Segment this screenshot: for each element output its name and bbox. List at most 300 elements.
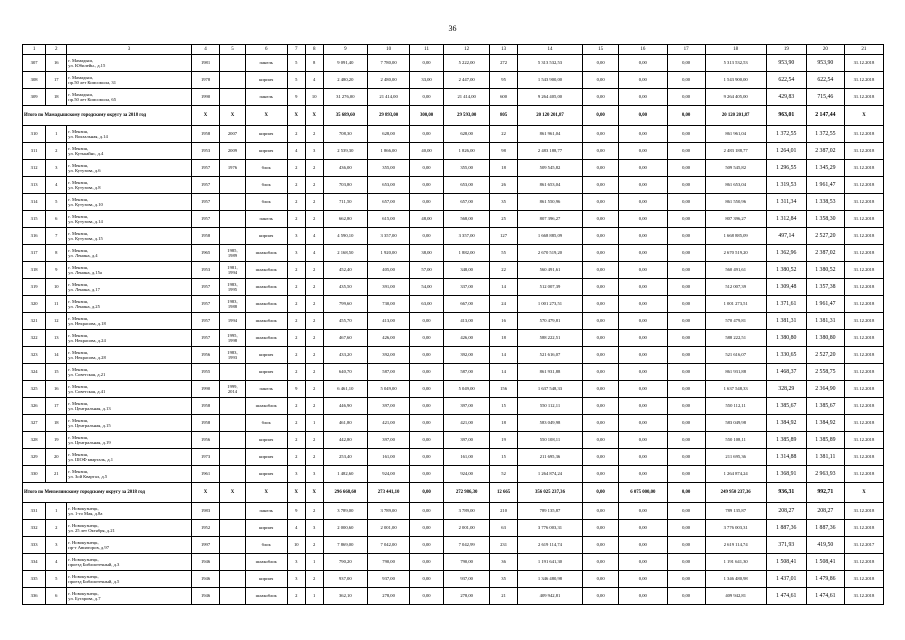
table-cell: 31 276,00 [323,89,367,106]
table-cell: 1955 [191,364,219,381]
table-cell: 0,00 [410,449,444,466]
table-cell: кирпич [245,432,287,449]
table-cell: 0,00 [410,466,444,483]
address-cell: г. Мензия, ул. Зой Квартал, д.5 [67,466,192,483]
table-cell: 48,00 [410,211,444,228]
table-cell: 2 [305,126,323,143]
address-cell: г. Новокузнецк, ул. 1-го Мая, д.8а [67,503,192,520]
table-cell: 0,00 [583,398,619,415]
table-cell: 2 [305,330,323,347]
table-cell: 1 508,41 [766,554,806,571]
table-cell: 317 [23,245,46,262]
address-cell: г. Мензия, ул. Кутузова, д.15 [67,228,192,245]
table-cell: 583 049,98 [705,415,766,432]
table-cell: 730,00 [367,296,409,313]
table-cell: 328 [23,432,46,449]
table-cell: 789 135,87 [517,503,582,520]
table-cell: 703,80 [323,177,367,194]
table-cell: 14 [490,347,517,364]
table-cell: 1946 [191,588,219,605]
table-cell: 0,00 [667,330,705,347]
table-cell: 667,00 [443,296,489,313]
table-cell: 9 [287,89,305,106]
table-cell: 461,80 [323,415,367,432]
table-cell: 2 [305,262,323,279]
table-cell: 57,00 [410,262,444,279]
table-cell: 0,00 [410,398,444,415]
table-cell: 0,00 [619,211,668,228]
table-cell: 31.12.2018 [844,588,883,605]
table-cell: 156 [490,381,517,398]
table-cell: 10 [46,279,67,296]
table-cell: 4 [287,143,305,160]
table-cell [220,415,245,432]
table-cell: 550 108,11 [705,432,766,449]
column-number-cell: 20 [806,45,844,55]
table-cell: 331 [23,503,46,520]
table-cell: 36 [490,554,517,571]
table-cell: 0,00 [667,245,705,262]
table-cell: 1 001 273,51 [517,296,582,313]
total-cell: X [305,106,323,126]
table-cell: 0,00 [619,449,668,466]
column-number-cell: 3 [67,45,192,55]
table-cell: 14 [490,279,517,296]
table-cell: 0,00 [410,347,444,364]
table-cell: 2 670 519,20 [705,245,766,262]
table-cell: 953,90 [806,55,844,72]
table-row [23,520,884,537]
table-cell: 2 [305,296,323,313]
table-cell: 2 [287,262,305,279]
table-cell: блок [245,160,287,177]
table-cell [220,89,245,106]
table-cell [220,432,245,449]
table-cell: 1 381,31 [766,313,806,330]
table-cell: 54,00 [410,279,444,296]
table-cell: 521 616,07 [705,347,766,364]
table-cell: 1 346 480,98 [517,571,582,588]
table-cell: 0,00 [410,415,444,432]
table-cell: 455,70 [323,313,367,330]
table-cell: 2 [46,520,67,537]
table-cell: 1956 [191,432,219,449]
table-cell: 0,00 [667,466,705,483]
table-cell: 653,00 [367,177,409,194]
table-cell: 15 [490,449,517,466]
table-cell: 316 [23,228,46,245]
table-cell: 0,00 [619,503,668,520]
table-cell: 0,00 [667,313,705,330]
table-cell: 924,00 [443,466,489,483]
table-cell: 3 357,00 [367,228,409,245]
table-cell: 14 [490,364,517,381]
table-cell: 789 135,87 [705,503,766,520]
table-cell: 0,00 [619,364,668,381]
table-cell: 1 346 480,98 [705,571,766,588]
table-cell: 1 372,55 [766,126,806,143]
column-number-cell: 21 [844,45,883,55]
table-cell: 1 437,01 [766,571,806,588]
table-cell: 17 [46,398,67,415]
table-cell [220,449,245,466]
table-cell [220,398,245,415]
table-cell [220,177,245,194]
table-cell: 861 931,88 [517,364,582,381]
table-row [23,160,884,177]
table-cell [220,72,245,89]
table-cell: 1 368,91 [766,466,806,483]
column-number-cell: 7 [287,45,305,55]
table-cell: 31.12.2017 [844,537,883,554]
table-cell: 22 [490,262,517,279]
address-cell: г. Мензия, ул. Центральная, д.19 [67,432,192,449]
total-cell: 273 441,10 [367,483,409,503]
table-cell: 371,93 [766,537,806,554]
table-row [23,296,884,313]
table-cell: 7 [46,228,67,245]
table-cell [220,466,245,483]
table-cell: 0,00 [410,55,444,72]
table-cell: 336 [23,588,46,605]
table-cell [220,537,245,554]
table-row [23,571,884,588]
table-cell: 1983 [191,503,219,520]
table-cell: 560 491,61 [705,262,766,279]
table-cell: 31.12.2018 [844,262,883,279]
table-cell: 708,30 [323,126,367,143]
table-cell: 2 670 519,20 [517,245,582,262]
table-cell: 323 [23,347,46,364]
table-cell: 0,00 [410,160,444,177]
table-cell: 861 931,88 [705,364,766,381]
table-cell: 421,00 [367,415,409,432]
table-cell: 10 [287,537,305,554]
table-cell: 497,14 [766,228,806,245]
table-cell: 0,00 [583,313,619,330]
table-cell: 790,20 [323,554,367,571]
table-cell: 21 [490,588,517,605]
table-cell: 0,00 [619,415,668,432]
table-cell: 0,00 [410,364,444,381]
table-cell: 0,00 [410,537,444,554]
table-cell: 512 007,39 [705,279,766,296]
total-cell: 936,31 [766,483,806,503]
table-cell: 1 882,00 [443,245,489,262]
table-cell: 861 550,96 [705,194,766,211]
table-cell: 1 338,53 [806,194,844,211]
table-cell: 436,00 [323,160,367,177]
total-cell: 0,00 [667,106,705,126]
table-cell: 31.12.2018 [844,194,883,211]
table-cell: 861 961,04 [517,126,582,143]
address-cell: г. Мамадыш, пр.50 лет Комсомола, 31 [67,72,192,89]
total-cell: 296 668,60 [323,483,367,503]
table-cell: блок [245,194,287,211]
table-cell: 210 [490,503,517,520]
table-cell: 1 668 885,09 [705,228,766,245]
housing-register-table [22,44,884,605]
table-cell: 2 [287,347,305,364]
table-cell: 3 [287,466,305,483]
table-cell: 278,00 [443,588,489,605]
table-cell: 587,00 [367,364,409,381]
table-cell: блок [245,415,287,432]
table-cell: 1 [305,415,323,432]
table-cell: 1 381,11 [806,449,844,466]
table-cell: 7 042,99 [443,537,489,554]
table-cell: 2 [305,398,323,415]
total-cell: 992,71 [806,483,844,503]
table-cell: 1953 [191,143,219,160]
total-cell: X [287,106,305,126]
table-cell: 334 [23,554,46,571]
table-cell: 272 [490,55,517,72]
table-cell: 1 479,86 [806,571,844,588]
table-cell: 335 [23,571,46,588]
table-row [23,537,884,554]
table-cell: 1983, 1995 [220,279,245,296]
column-number-cell: 2 [46,45,67,55]
table-cell: 31.12.2018 [844,554,883,571]
table-cell: 2 527,20 [806,347,844,364]
table-row [23,554,884,571]
table-cell: 16 [46,381,67,398]
table-row [23,228,884,245]
table-cell: 653,00 [443,177,489,194]
table-cell: 0,00 [583,364,619,381]
table-cell: 2 [287,432,305,449]
table-cell: 2 [305,364,323,381]
table-row [23,194,884,211]
table-cell: 0,00 [667,381,705,398]
table-row [23,415,884,432]
table-cell: 321 [23,313,46,330]
table-cell: 0,00 [619,381,668,398]
table-row [23,330,884,347]
table-cell: 127 [490,228,517,245]
table-cell: 15 [46,364,67,381]
table-cell: 1999, 2014 [220,381,245,398]
total-cell: 0,00 [410,483,444,503]
table-cell: 924,00 [367,466,409,483]
table-cell: 3 776 003,31 [705,520,766,537]
table-cell: 1953 [191,262,219,279]
table-cell: 0,00 [410,228,444,245]
table-cell: 0,00 [667,520,705,537]
table-cell: 2 [305,279,323,296]
table-cell: 0,00 [619,279,668,296]
table-cell: 1 [46,126,67,143]
table-cell: 1 637 548,33 [705,381,766,398]
table-cell: 55 [490,245,517,262]
table-cell: 5 222,00 [443,55,489,72]
table-cell: 426,00 [367,330,409,347]
table-cell: 568,00 [443,211,489,228]
table-cell: 18 [46,415,67,432]
table-cell: 2 364,90 [806,381,844,398]
table-row [23,449,884,466]
table-cell: 5 049,00 [367,381,409,398]
table-cell: 4 [287,520,305,537]
table-cell: 1 371,61 [766,296,806,313]
table-cell: 2 [305,571,323,588]
table-cell: 31.12.2018 [844,143,883,160]
table-cell [220,211,245,228]
table-cell: 421,00 [443,415,489,432]
address-cell: г. Мамадыш, ул. Юбилейн., д.15 [67,55,192,72]
table-cell: 0,00 [583,126,619,143]
table-cell: 1973 [191,449,219,466]
table-cell: 1 191 641,30 [517,554,582,571]
table-cell: 31.12.2018 [844,89,883,106]
total-cell: 0,00 [619,106,668,126]
table-cell: 3 [46,160,67,177]
table-cell: 509 545,82 [517,160,582,177]
table-cell: 0,00 [583,503,619,520]
table-cell: 3 [287,571,305,588]
table-cell: 0,00 [410,571,444,588]
address-cell: г. Мензия, ул. Кутузова, д.6 [67,160,192,177]
table-cell: 1 668 885,09 [517,228,582,245]
table-cell: 615,00 [367,211,409,228]
table-cell: 1 381,31 [806,313,844,330]
table-cell: 31.12.2018 [844,313,883,330]
address-cell: г. Мензия, ул. ШОФ кварталь, д.1 [67,449,192,466]
total-cell: 12 665 [490,483,517,503]
table-cell: 1976 [220,160,245,177]
total-cell: 29 593,00 [443,106,489,126]
table-cell: 1 920,00 [367,245,409,262]
column-number-cell: 11 [410,45,444,55]
table-cell: 31.12.2018 [844,330,883,347]
table-cell: 662,80 [323,211,367,228]
district-total-row [23,483,884,503]
table-cell: 0,00 [583,432,619,449]
table-cell: 1 887,36 [766,520,806,537]
table-cell: 1 314,88 [766,449,806,466]
table-cell: 0,00 [583,554,619,571]
table-cell: 20 [46,449,67,466]
table-cell: 1 362,96 [766,245,806,262]
table-cell: 937,00 [323,571,367,588]
table-cell: 4 [305,72,323,89]
table-cell: 0,00 [619,571,668,588]
table-cell: 2 [287,313,305,330]
table-cell: 426,00 [443,330,489,347]
address-cell: г. Мензия, ул. Ленина, д.4 [67,245,192,262]
table-cell: 2 [46,143,67,160]
table-cell: 19 [46,432,67,449]
table-cell: 790,00 [367,554,409,571]
table-cell: 640,70 [323,364,367,381]
table-cell: 1 474,61 [766,588,806,605]
table-cell: 622,54 [766,72,806,89]
table-cell: 18 [490,415,517,432]
table-cell: 397,00 [367,432,409,449]
table-cell: 1 345,29 [806,160,844,177]
table-cell: 0,00 [583,279,619,296]
table-cell: 5 313 532,53 [705,55,766,72]
table-cell: 1978 [191,72,219,89]
table-cell: 1983, 1993 [220,347,245,364]
table-cell: 0,00 [583,245,619,262]
table-cell: 807 396,27 [705,211,766,228]
table-cell: 31.12.2018 [844,503,883,520]
table-row [23,466,884,483]
table-cell: 31.12.2018 [844,245,883,262]
table-cell: 0,00 [583,55,619,72]
table-cell: 2 619 114,74 [705,537,766,554]
table-cell: 0,00 [667,279,705,296]
table-row [23,503,884,520]
table-cell: 2 000,60 [323,520,367,537]
table-cell: 161,00 [367,449,409,466]
total-cell: X [245,483,287,503]
table-cell: 0,00 [619,296,668,313]
table-cell: 570 479,81 [517,313,582,330]
table-cell: 7 780,00 [367,55,409,72]
table-cell: 397,00 [443,432,489,449]
total-cell: 0,00 [667,483,705,503]
table-cell [220,194,245,211]
table-row [23,279,884,296]
table-cell: 1 508,41 [806,554,844,571]
table-cell: 9 [287,503,305,520]
table-cell: 657,00 [443,194,489,211]
table-cell: 31.12.2018 [844,72,883,89]
address-cell: г. Мензия, ул. Центральная, д.13 [67,398,192,415]
table-cell: 0,00 [667,364,705,381]
table-row [23,432,884,449]
table-cell: 2 [305,432,323,449]
table-cell: 3 [287,228,305,245]
total-cell: 0,00 [583,106,619,126]
table-cell: шлакоблок [245,588,287,605]
district-total-row [23,106,884,126]
table-cell: 21 414,00 [367,89,409,106]
table-cell: 0,00 [619,160,668,177]
column-number-cell: 1 [23,45,46,55]
table-cell: 318 [23,262,46,279]
table-cell: 1 543 900,00 [705,72,766,89]
table-cell: 313 [23,177,46,194]
table-cell: 5 049,00 [443,381,489,398]
table-cell: 1965 [191,245,219,262]
table-cell: 0,00 [410,194,444,211]
table-cell: шлакоблок [245,245,287,262]
table-cell: кирпич [245,364,287,381]
total-cell: 805 [490,106,517,126]
table-cell: 21 [46,466,67,483]
table-cell: 0,00 [619,55,668,72]
table-cell: 25 [490,211,517,228]
table-cell: 0,00 [619,520,668,537]
total-cell: 20 120 201,87 [517,106,582,126]
table-cell: 1 001 273,51 [705,296,766,313]
total-cell: X [191,106,219,126]
column-number-cell: 14 [517,45,582,55]
table-cell: 310 [23,126,46,143]
total-cell: X [844,106,883,126]
table-cell: 31.12.2018 [844,571,883,588]
table-cell: 433,20 [323,347,367,364]
table-cell: 3 357,00 [443,228,489,245]
table-cell: 391,00 [367,279,409,296]
table-cell: 1 385,89 [766,432,806,449]
total-cell: 0,00 [583,483,619,503]
table-cell: 1 385,67 [766,398,806,415]
